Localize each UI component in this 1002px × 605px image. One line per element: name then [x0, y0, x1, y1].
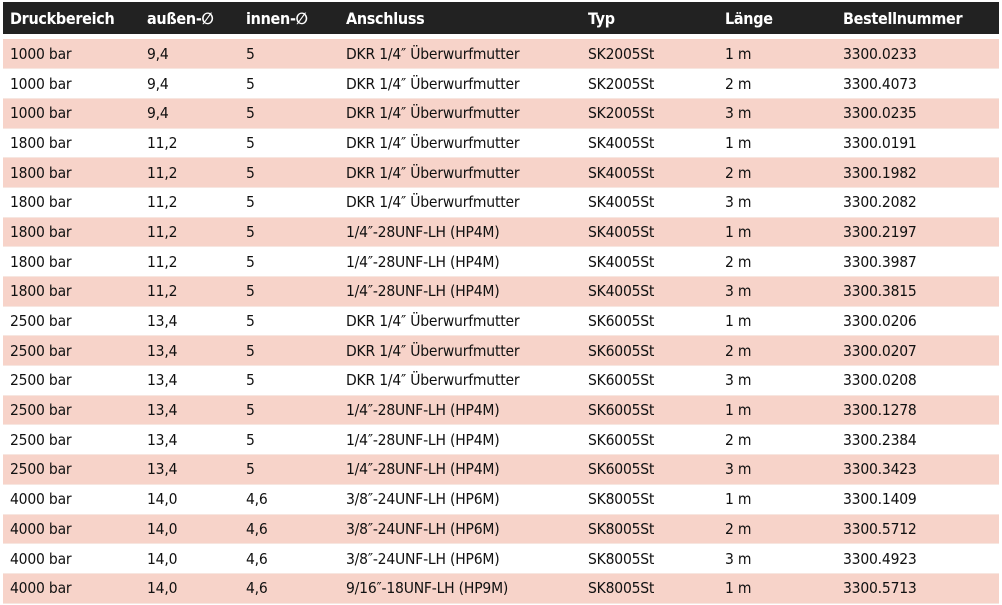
table-row — [3, 247, 999, 277]
cell-typ: SK2005St — [581, 69, 718, 99]
cell-anschluss: DKR 1/4″ Überwurfmutter — [339, 39, 581, 69]
cell-innen-durchmesser: 4,6 — [239, 544, 339, 574]
table-header — [3, 2, 999, 34]
cell-typ: SK6005St — [581, 455, 718, 485]
cell-aussen-durchmesser: 11,2 — [140, 187, 239, 217]
cell-innen-durchmesser: 5 — [239, 336, 339, 366]
cell-aussen-durchmesser: 11,2 — [140, 217, 239, 247]
cell-anschluss: 1/4″-28UNF-LH (HP4M) — [339, 277, 581, 307]
cell-innen-durchmesser: 5 — [239, 98, 339, 128]
cell-aussen-durchmesser: 13,4 — [140, 336, 239, 366]
cell-anschluss: 3/8″-24UNF-LH (HP6M) — [339, 484, 581, 514]
table-row — [3, 395, 999, 425]
cell-bestellnummer: 3300.0206 — [836, 306, 999, 336]
cell-innen-durchmesser: 4,6 — [239, 514, 339, 544]
cell-anschluss: 3/8″-24UNF-LH (HP6M) — [339, 544, 581, 574]
cell-laenge: 1 m — [718, 39, 836, 69]
cell-typ: SK8005St — [581, 484, 718, 514]
cell-innen-durchmesser: 5 — [239, 277, 339, 307]
cell-aussen-durchmesser: 14,0 — [140, 514, 239, 544]
cell-bestellnummer: 3300.5713 — [836, 573, 999, 603]
cell-typ: SK4005St — [581, 158, 718, 188]
cell-anschluss: DKR 1/4″ Überwurfmutter — [339, 187, 581, 217]
cell-innen-durchmesser: 5 — [239, 217, 339, 247]
cell-typ: SK8005St — [581, 514, 718, 544]
cell-bestellnummer: 3300.4073 — [836, 69, 999, 99]
cell-druckbereich: 2500 bar — [3, 306, 140, 336]
cell-innen-durchmesser: 4,6 — [239, 484, 339, 514]
cell-druckbereich: 4000 bar — [3, 544, 140, 574]
cell-anschluss: DKR 1/4″ Überwurfmutter — [339, 128, 581, 158]
cell-typ: SK2005St — [581, 39, 718, 69]
table-row — [3, 336, 999, 366]
cell-aussen-durchmesser: 14,0 — [140, 484, 239, 514]
table-row — [3, 98, 999, 128]
cell-bestellnummer: 3300.0235 — [836, 98, 999, 128]
cell-anschluss: DKR 1/4″ Überwurfmutter — [339, 98, 581, 128]
cell-typ: SK4005St — [581, 128, 718, 158]
cell-laenge: 2 m — [718, 425, 836, 455]
table-row — [3, 158, 999, 188]
cell-druckbereich: 2500 bar — [3, 455, 140, 485]
table-row — [3, 306, 999, 336]
cell-anschluss: 9/16″-18UNF-LH (HP9M) — [339, 573, 581, 603]
cell-druckbereich: 2500 bar — [3, 425, 140, 455]
table-row — [3, 514, 999, 544]
cell-laenge: 2 m — [718, 514, 836, 544]
cell-aussen-durchmesser: 13,4 — [140, 366, 239, 396]
table-row — [3, 128, 999, 158]
table-row — [3, 366, 999, 396]
cell-aussen-durchmesser: 11,2 — [140, 128, 239, 158]
cell-anschluss: 1/4″-28UNF-LH (HP4M) — [339, 455, 581, 485]
header-bestellnummer: Bestellnummer — [843, 8, 963, 28]
header-anschluss: Anschluss — [346, 8, 425, 28]
cell-anschluss: DKR 1/4″ Überwurfmutter — [339, 69, 581, 99]
cell-aussen-durchmesser: 11,2 — [140, 158, 239, 188]
cell-laenge: 1 m — [718, 128, 836, 158]
table-row — [3, 277, 999, 307]
cell-druckbereich: 1800 bar — [3, 128, 140, 158]
cell-innen-durchmesser: 5 — [239, 395, 339, 425]
cell-typ: SK4005St — [581, 277, 718, 307]
cell-laenge: 2 m — [718, 158, 836, 188]
cell-typ: SK6005St — [581, 306, 718, 336]
cell-druckbereich: 1800 bar — [3, 217, 140, 247]
cell-typ: SK8005St — [581, 573, 718, 603]
cell-druckbereich: 1000 bar — [3, 39, 140, 69]
header-druckbereich: Druckbereich — [10, 8, 115, 28]
cell-anschluss: DKR 1/4″ Überwurfmutter — [339, 336, 581, 366]
table-row — [3, 484, 999, 514]
cell-bestellnummer: 3300.0207 — [836, 336, 999, 366]
cell-anschluss: DKR 1/4″ Überwurfmutter — [339, 158, 581, 188]
cell-bestellnummer: 3300.0191 — [836, 128, 999, 158]
cell-aussen-durchmesser: 13,4 — [140, 395, 239, 425]
cell-laenge: 1 m — [718, 217, 836, 247]
header-innen-durchmesser: innen-∅ — [246, 8, 308, 28]
cell-bestellnummer: 3300.3815 — [836, 277, 999, 307]
cell-bestellnummer: 3300.2197 — [836, 217, 999, 247]
cell-innen-durchmesser: 5 — [239, 306, 339, 336]
cell-aussen-durchmesser: 9,4 — [140, 69, 239, 99]
cell-laenge: 1 m — [718, 573, 836, 603]
cell-aussen-durchmesser: 11,2 — [140, 247, 239, 277]
cell-innen-durchmesser: 5 — [239, 425, 339, 455]
cell-anschluss: DKR 1/4″ Überwurfmutter — [339, 366, 581, 396]
header-typ: Typ — [588, 8, 615, 28]
cell-laenge: 1 m — [718, 484, 836, 514]
table-row — [3, 455, 999, 485]
cell-innen-durchmesser: 4,6 — [239, 573, 339, 603]
cell-druckbereich: 2500 bar — [3, 395, 140, 425]
table-body — [3, 34, 999, 603]
cell-anschluss: 1/4″-28UNF-LH (HP4M) — [339, 425, 581, 455]
cell-bestellnummer: 3300.3987 — [836, 247, 999, 277]
cell-innen-durchmesser: 5 — [239, 455, 339, 485]
cell-aussen-durchmesser: 9,4 — [140, 39, 239, 69]
table-row — [3, 187, 999, 217]
cell-druckbereich: 1000 bar — [3, 98, 140, 128]
cell-typ: SK2005St — [581, 98, 718, 128]
cell-druckbereich: 1800 bar — [3, 247, 140, 277]
cell-druckbereich: 4000 bar — [3, 484, 140, 514]
cell-laenge: 3 m — [718, 455, 836, 485]
table-row — [3, 425, 999, 455]
header-row — [3, 2, 999, 34]
table-row — [3, 544, 999, 574]
cell-typ: SK8005St — [581, 544, 718, 574]
cell-laenge: 3 m — [718, 366, 836, 396]
cell-innen-durchmesser: 5 — [239, 158, 339, 188]
table-row — [3, 69, 999, 99]
cell-bestellnummer: 3300.5712 — [836, 514, 999, 544]
table-row — [3, 217, 999, 247]
cell-laenge: 3 m — [718, 544, 836, 574]
cell-typ: SK4005St — [581, 217, 718, 247]
cell-bestellnummer: 3300.3423 — [836, 455, 999, 485]
cell-aussen-durchmesser: 13,4 — [140, 425, 239, 455]
cell-laenge: 3 m — [718, 277, 836, 307]
cell-anschluss: 3/8″-24UNF-LH (HP6M) — [339, 514, 581, 544]
cell-anschluss: 1/4″-28UNF-LH (HP4M) — [339, 247, 581, 277]
cell-bestellnummer: 3300.1982 — [836, 158, 999, 188]
cell-bestellnummer: 3300.1278 — [836, 395, 999, 425]
cell-anschluss: 1/4″-28UNF-LH (HP4M) — [339, 217, 581, 247]
cell-druckbereich: 4000 bar — [3, 514, 140, 544]
cell-bestellnummer: 3300.0233 — [836, 39, 999, 69]
product-table-container — [3, 2, 999, 604]
header-aussen-durchmesser: außen-∅ — [147, 8, 214, 28]
cell-innen-durchmesser: 5 — [239, 128, 339, 158]
table-row — [3, 39, 999, 69]
cell-typ: SK6005St — [581, 425, 718, 455]
cell-innen-durchmesser: 5 — [239, 247, 339, 277]
header-laenge: Länge — [725, 8, 773, 28]
cell-druckbereich: 1000 bar — [3, 69, 140, 99]
cell-bestellnummer: 3300.4923 — [836, 544, 999, 574]
cell-innen-durchmesser: 5 — [239, 39, 339, 69]
cell-innen-durchmesser: 5 — [239, 187, 339, 217]
cell-bestellnummer: 3300.1409 — [836, 484, 999, 514]
cell-druckbereich: 1800 bar — [3, 158, 140, 188]
cell-druckbereich: 2500 bar — [3, 366, 140, 396]
cell-druckbereich: 1800 bar — [3, 277, 140, 307]
cell-laenge: 3 m — [718, 187, 836, 217]
cell-typ: SK6005St — [581, 395, 718, 425]
cell-typ: SK4005St — [581, 187, 718, 217]
cell-bestellnummer: 3300.2082 — [836, 187, 999, 217]
table-row — [3, 573, 999, 603]
product-table — [3, 2, 999, 604]
cell-innen-durchmesser: 5 — [239, 366, 339, 396]
cell-laenge: 2 m — [718, 69, 836, 99]
cell-laenge: 2 m — [718, 247, 836, 277]
cell-typ: SK6005St — [581, 336, 718, 366]
cell-druckbereich: 2500 bar — [3, 336, 140, 366]
cell-aussen-durchmesser: 14,0 — [140, 573, 239, 603]
cell-laenge: 2 m — [718, 336, 836, 366]
cell-aussen-durchmesser: 13,4 — [140, 455, 239, 485]
cell-laenge: 1 m — [718, 306, 836, 336]
cell-typ: SK6005St — [581, 366, 718, 396]
cell-laenge: 1 m — [718, 395, 836, 425]
cell-bestellnummer: 3300.0208 — [836, 366, 999, 396]
cell-typ: SK4005St — [581, 247, 718, 277]
cell-druckbereich: 1800 bar — [3, 187, 140, 217]
cell-bestellnummer: 3300.2384 — [836, 425, 999, 455]
cell-aussen-durchmesser: 13,4 — [140, 306, 239, 336]
cell-aussen-durchmesser: 11,2 — [140, 277, 239, 307]
cell-aussen-durchmesser: 14,0 — [140, 544, 239, 574]
cell-druckbereich: 4000 bar — [3, 573, 140, 603]
cell-innen-durchmesser: 5 — [239, 69, 339, 99]
cell-anschluss: 1/4″-28UNF-LH (HP4M) — [339, 395, 581, 425]
cell-laenge: 3 m — [718, 98, 836, 128]
cell-aussen-durchmesser: 9,4 — [140, 98, 239, 128]
cell-anschluss: DKR 1/4″ Überwurfmutter — [339, 306, 581, 336]
